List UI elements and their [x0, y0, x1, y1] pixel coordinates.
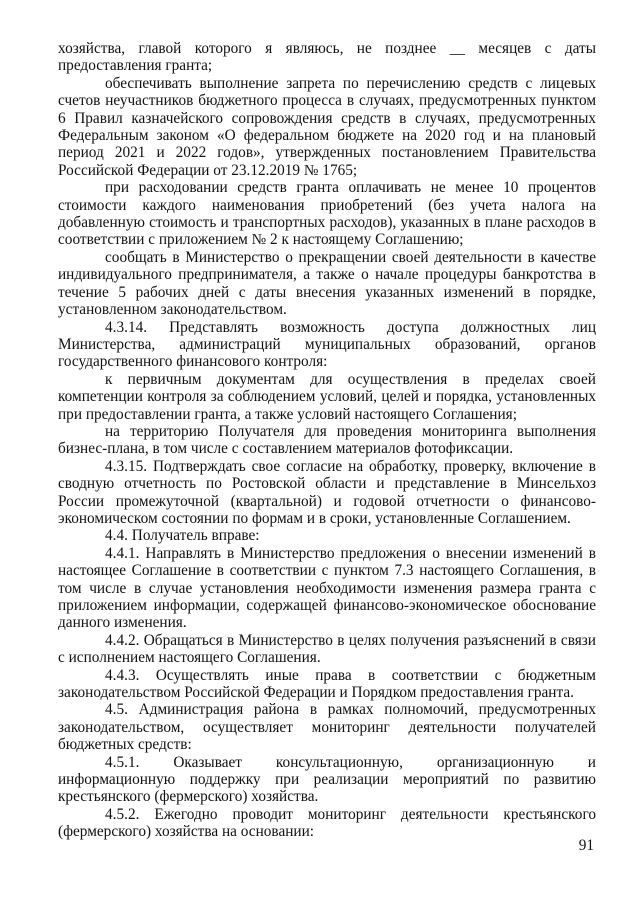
paragraph: 4.3.14. Представлять возможность доступа должностных лиц Министерства, администраций муниципальных образований, органов государственного финансового контроля: [58, 318, 596, 371]
document-body [58, 40, 596, 841]
paragraph: 4.4. Получатель вправе: [105, 527, 260, 545]
paragraph: 4.5.2. Ежегодно проводит мониторинг деятельности крестьянского (фермерского) хозяйства на основании: [58, 805, 596, 841]
paragraph: к первичным документам для осуществления в пределах своей компетенции контроля за соблюдением условий, целей и порядка, установленных при предоставлении гранта, а также условий настоящего Соглашения; [58, 370, 596, 423]
paragraph: 4.4.1. Направлять в Министерство предложения о внесении изменений в настоящее Соглашение в соответствии с пунктом 7.3 настоящего Соглашения, в том числе в случае установления необходимости изменения размера гранта с приложением информации, содержащей финансово-экономическое обоснование данного изменения. [58, 544, 596, 632]
paragraph: 4.4.2. Обращаться в Министерство в целях получения разъяснений в связи с исполнением настоящего Соглашения. [58, 631, 596, 667]
paragraph: на территорию Получателя для проведения мониторинга выполнения бизнес-плана, в том числе с составлением материалов фотофиксации. [58, 422, 596, 458]
paragraph: сообщать в Министерство о прекращении своей деятельности в качестве индивидуального предпринимателя, а также о начале процедуры банкротства в течение 5 рабочих дней с даты внесения указанных изменений в порядке, установленном законодательством. [58, 248, 596, 319]
paragraph: хозяйства, главой которого я являюсь, не позднее __ месяцев с даты предоставления гранта; [58, 40, 596, 75]
paragraph: 4.4.3. Осуществлять иные права в соответствии с бюджетным законодательством Российской Федерации и Порядком предоставления гранта. [58, 666, 596, 702]
paragraph: 4.5. Администрация района в рамках полномочий, предусмотренных законодательством, осуществляет мониторинг деятельности получателей бюджетных средств: [58, 701, 596, 754]
page-number: 91 [578, 837, 594, 854]
paragraph: 4.5.1. Оказывает консультационную, организационную и информационную поддержку при реализации мероприятий по развитию крестьянского (фермерского) хозяйства. [58, 753, 596, 806]
paragraph: обеспечивать выполнение запрета по перечислению средств с лицевых счетов неучастников бюджетного процесса в случаях, предусмотренных пунктом 6 Правил казначейского сопровождения средств в случаях, предусмотренных Федеральным законом «О федеральном бюджете на 2020 год и на плановый период 2021 и 2022 годов», утвержденных постановлением Правительства Российской Федерации от 23.12.2019 № 1765; [58, 74, 596, 179]
paragraph: 4.3.15. Подтверждать свое согласие на обработку, проверку, включение в сводную отчетность по Ростовской области и представление в Минсельхоз России промежуточной (квартальной) и годовой отчетности о финансово-экономическом состоянии по формам и в сроки, установленные Соглашением. [58, 457, 596, 527]
paragraph: при расходовании средств гранта оплачивать не менее 10 процентов стоимости каждого наименования приобретений (без учета налога на добавленную стоимость и транспортных расходов), указанных в плане расходов в соответствии с приложением № 2 к настоящему Соглашению; [58, 179, 596, 249]
